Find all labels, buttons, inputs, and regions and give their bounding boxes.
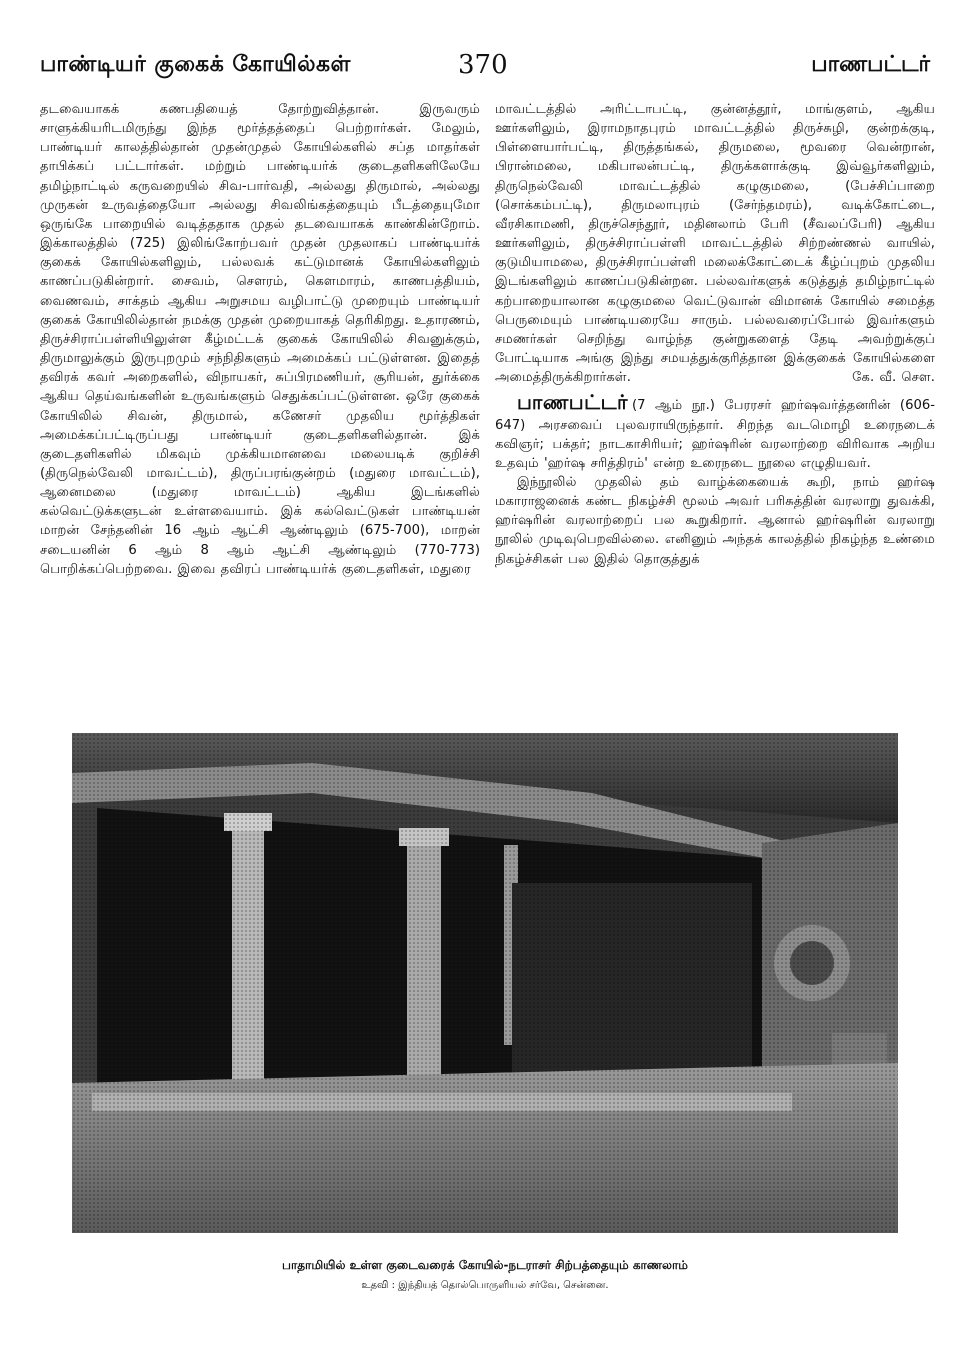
figure-caption: பாதாமியில் உள்ள குடைவரைக் கோயில்-நடராசர் சிற்பத்தையும் காணலாம் <box>282 1258 688 1272</box>
author-initials: கே. வீ. சௌ. <box>852 370 935 386</box>
right-paragraph-1 <box>495 100 935 387</box>
photo-illustration <box>72 733 898 1233</box>
page-number: 370 <box>458 50 508 80</box>
running-title-right: பாணபட்டர் <box>811 52 930 77</box>
page-header <box>40 52 930 92</box>
entry-title: பாணபட்டர் <box>517 390 628 415</box>
right-paragraph-1-text: மாவட்டத்தில் அரிட்டாபட்டி, குன்னத்தூர், மாங்குளம், ஆகிய ஊர்களிலும், இராமநாதபுரம் மாவட்டத்தில் திருச்சுழி, குன்றக்குடி, பிள்ளையார்பட்டி, திருத்தங்கல், திருமலை, மூவரை வென்றான், பிரான்மலை, மகிபாலன்பட்டி, திருக்களாக்குடி இவ்வூர்களிலும், திருநெல்வேலி மாவட்டத்தில் கழுகுமலை, (பேச்சிப்பாறை (சொக்கம்பட்டி), திருமலாபுரம் (சேர்ந்தமரம்), வடிக்கோட்டை, வீரசிகாமணி, திருச்செந்தூர், மதினலாம் பேரி (சீவலப்பேரி) ஆகிய ஊர்களிலும், திருச்சிராப்பள்ளி மாவட்டத்தில் சிற்றண்ணல் வாயில், குடுமியாமலை, திருச்சிராப்பள்ளி மலைக்கோட்டைக் கீழ்ப்புறம் முதலிய இடங்களிலும் காணப்படுகின்றன. பல்லவர்களுக் கடுத்துத் தமிழ்நாட்டில் கற்பாறையாலான கழுகுமலை வெட்டுவான் விமானக் கோயில் சமைத்த பெருமையும் பாண்டியரையே சாரும். பல்லவரைப்போல் இவர்களும் சமணர்கள் செறிந்து வாழ்ந்த குன்றுகளைத் தேடி அவற்றுக்குப் போட்டியாக அங்கு இந்து சமயத்துக்குரித்தான இக்குகைக் கோயில்களை அமைத்திருக்கிறார்கள். <box>495 102 935 386</box>
right-paragraph-3: இந்நூலில் முதலில் தம் வாழ்க்கையைக் கூறி, நாம் ஹர்ஷ மகாராஜனைக் கண்ட நிகழ்ச்சி மூலம் அவர் பரிசுத்தின் வரலாறு துவக்கி, ஹர்ஷரின் வரலாற்றைப் பல கூறுகிறார். ஆனால் ஹர்ஷரின் வரலாறு நூலில் முடிவுபெறவில்லை. எனினும் அந்தக் காலத்தில் நிகழ்ந்த உண்மை நிகழ்ச்சிகள் பல இதில் தொகுத்துக் <box>495 474 935 567</box>
left-paragraph: தடவையாகக் கணபதியைத் தோற்றுவித்தான். இருவரும் சாளுக்கியரிடமிருந்து இந்த மூர்த்தத்தைப் பெற்றார்கள். மேலும், பாண்டியர் காலத்தில்தான் முதன்முதல் கோயில்களில் சப்த மாதர்கள் தாபிக்கப் பட்டார்கள். மற்றும் பாண்டியர்க் குடைதளிகளிலேயே தமிழ்நாட்டில் கருவறையில் சிவ-பார்வதி, அல்லது திருமால், அல்லது முருகன் உருவத்தையோ அல்லது சிவலிங்கத்தையும் பீடத்தையுமோ ஒருங்கே பாறையில் வடித்ததாக முதல் தடவையாகக் காண்கின்றோம். இக்காலத்தில் (725) இலிங்கோற்பவர் முதன் முதலாகப் பாண்டியர்க் குகைக் கோயில்களிலும், பல்லவக் கட்டுமானக் கோயில்களிலும் காணப்படுகின்றார். சைவம், சௌரம், கௌமாரம், காணபத்தியம், வைணவம், சாக்தம் ஆகிய அறுசமய வழிபாட்டு முறையும் பாண்டியர் குகைக் கோயிலில்தான் நமக்கு முதன் முறையாகத் தெரிகிறது. உதாரணம், திருச்சிராப்பள்ளியிலுள்ள கீழ்மட்டக் குகைக் கோயிலில் சிவனுக்கும், திருமாலுக்கும் இருபுறமும் சந்நிதிகளும் அமைக்கப் பட்டுள்ளன. இதைத் தவிரக் கவர் அறைகளில், விநாயகர், சுப்பிரமணியர், சூரியன், துர்க்கை ஆகிய தெய்வங்களின் உருவங்களும் செதுக்கப்பட்டுள்ளன. ஒரே குகைக் கோயிலில் சிவன், திருமால், கணேசர் முதலிய மூர்த்திகள் அமைக்கப்பட்டிருப்பது பாண்டியர் குடைதளிகளில்தான். இக் குடைதளிகளில் மிகவும் முக்கியமானவை மலையடிக் குறிச்சி (திருநெல்வேலி மாவட்டம்), திருப்பரங்குன்றம் (மதுரை மாவட்டம்), ஆனைமலை (மதுரை மாவட்டம்) ஆகிய இடங்களில் கல்வெட்டுக்களுடன் உள்ளவையாம். இக் கல்வெட்டுகள் பாண்டியன் மாறன் சேந்தனின் 16 ஆம் ஆட்சி ஆண்டிலும் (675-700), மாறன் சடையனின் 6 ஆம் 8 ஆம் ஆட்சி ஆண்டிலும் (770-773) பொறிக்கப்பெற்றவை. இவை தவிரப் பாண்டியர்க் குடைதளிகள், மதுரை <box>40 102 480 577</box>
cave-temple-photo <box>72 733 898 1233</box>
entry-text: (7 ஆம் நூ.) பேரரசர் ஹர்ஷவர்த்தனரின் (606-647) அரசவைப் புலவராயிருந்தார். சிறந்த வடமொழி உரைநடைக் கவிஞர்; பக்தர்; நாடகாசிரியர்; ஹர்ஷரின் வரலாற்றை விரிவாக அறிய உதவும் 'ஹர்ஷ சரித்திரம்' என்ற உரைநடை நூலை எழுதியவர். <box>495 398 935 471</box>
right-column <box>495 100 935 569</box>
halftone-overlay <box>72 733 898 1233</box>
entry-paragraph <box>495 390 935 473</box>
left-column <box>40 100 480 579</box>
running-title-left: பாண்டியர் குகைக் கோயில்கள் <box>40 52 351 77</box>
figure-credit: உதவி : இந்தியத் தொல்பொருளியல் சர்வே, சென்னை. <box>361 1280 609 1291</box>
